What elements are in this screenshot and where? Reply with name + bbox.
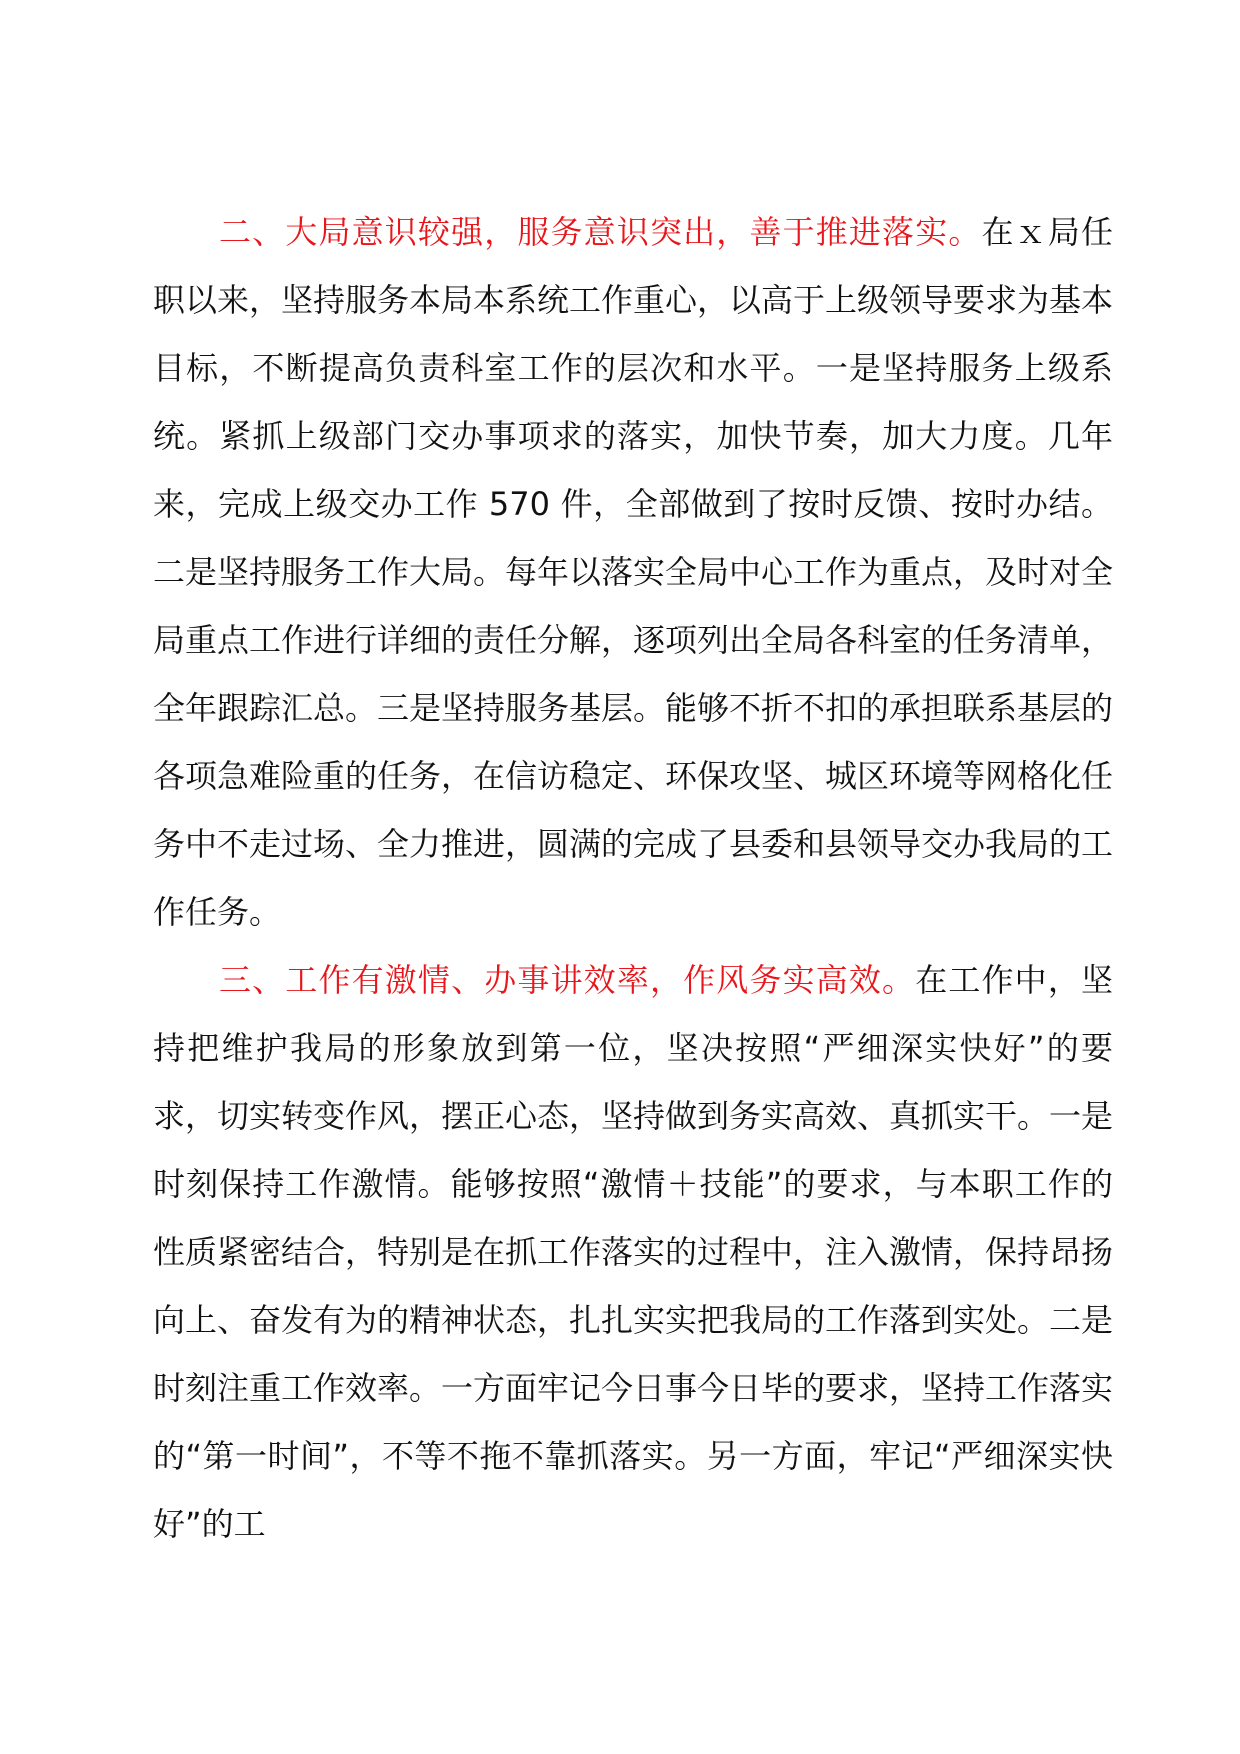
paragraph-heading: 二、大局意识较强，服务意识突出，善于推进落实。 xyxy=(219,213,982,251)
paragraph-3 xyxy=(153,946,1113,1558)
document-body xyxy=(153,198,1113,1558)
paragraph-body: 在ｘ局任职以来，坚持服务本局本系统工作重心，以高于上级领导要求为基本目标，不断提高负责科室工作的层次和水平。一是坚持服务上级系统。紧抓上级部门交办事项求的落实，加快节奏，加大力度。几年来，完成上级交办工作 570 件，全部做到了按时反馈、按时办结。二是坚持服务工作大局。每年以落实全局中心工作为重点，及时对全局重点工作进行详细的责任分解，逐项列出全局各科室的任务清单，全年跟踪汇总。三是坚持服务基层。能够不折不扣的承担联系基层的各项急难险重的任务，在信访稳定、环保攻坚、城区环境等网格化任务中不走过场、全力推进，圆满的完成了县委和县领导交办我局的工作任务。 xyxy=(153,213,1114,931)
paragraph-2 xyxy=(153,198,1113,946)
paragraph-heading: 三、工作有激情、办事讲效率，作风务实高效。 xyxy=(219,961,916,999)
paragraph-body: 在工作中，坚持把维护我局的形象放到第一位，坚决按照“严细深实快好”的要求，切实转变作风，摆正心态，坚持做到务实高效、真抓实干。一是时刻保持工作激情。能够按照“激情＋技能”的要求，与本职工作的性质紧密结合，特别是在抓工作落实的过程中，注入激情，保持昂扬向上、奋发有为的精神状态，扎扎实实把我局的工作落到实处。二是时刻注重工作效率。一方面牢记今日事今日毕的要求，坚持工作落实的“第一时间”，不等不拖不靠抓落实。另一方面，牢记“严细深实快好”的工 xyxy=(153,961,1114,1543)
